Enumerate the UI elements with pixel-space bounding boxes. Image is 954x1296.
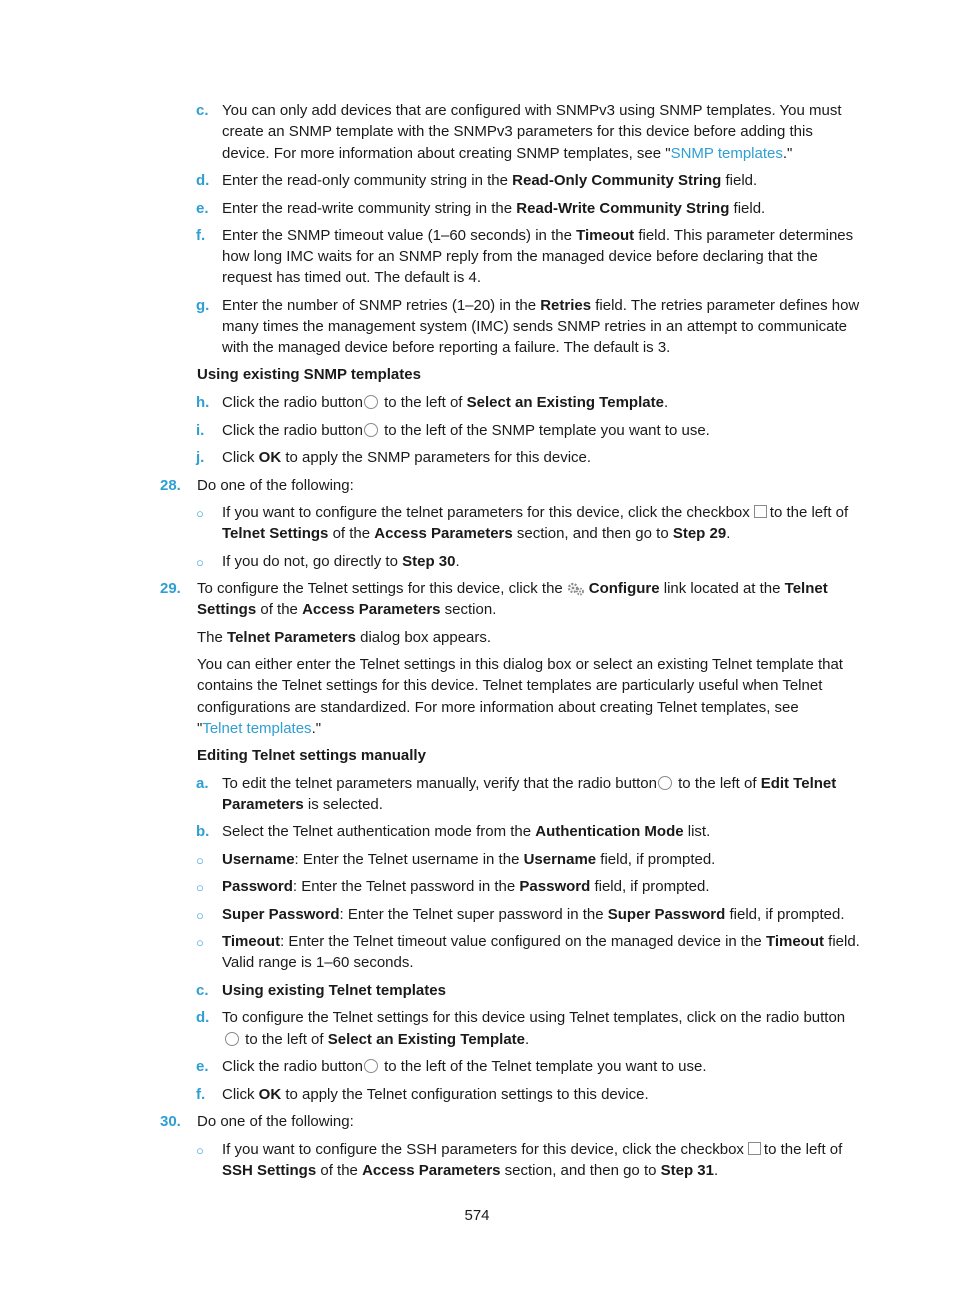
step-30-bullet-1-line-2: SSH Settings of the Access Parameters section, and then go to Step 31. <box>222 1162 719 1179</box>
step-28-text: Do one of the following: <box>197 477 354 494</box>
step-label-f: f. <box>196 227 206 244</box>
bullet-icon: ○ <box>196 853 204 868</box>
radio-button-icon <box>658 776 672 790</box>
checkbox-icon <box>748 1142 761 1155</box>
radio-button-icon <box>364 395 378 409</box>
step-28-bullet-2: If you do not, go directly to Step 30. <box>222 553 460 570</box>
configure-link[interactable]: Configure <box>588 580 660 597</box>
step-a-line-2: Parameters is selected. <box>222 796 383 813</box>
step-a-line-1: To edit the telnet parameters manually, verify that the radio button to the left of Edit Telnet <box>222 775 837 792</box>
step-label-g: g. <box>196 297 210 314</box>
step-label-h: h. <box>196 394 210 411</box>
step-e2-text: Click the radio button to the left of the Telnet template you want to use. <box>222 1058 707 1075</box>
step-number-30: 30. <box>160 1113 181 1130</box>
step-number-28: 28. <box>160 477 181 494</box>
username-bullet: Username: Enter the Telnet username in the Username field, if prompted. <box>222 851 716 868</box>
step-label-f2: f. <box>196 1086 206 1103</box>
step-29-paragraph-1: The Telnet Parameters dialog box appears. <box>197 629 492 646</box>
step-label-d: d. <box>196 172 210 189</box>
step-f-line-3: request has timed out. The default is 4. <box>222 269 482 286</box>
editing-telnet-heading: Editing Telnet settings manually <box>197 747 426 764</box>
step-c-line-1: You can only add devices that are configured with SNMPv3 using SNMP templates. You must <box>222 102 842 119</box>
page-number: 574 <box>464 1207 490 1224</box>
radio-button-icon <box>225 1032 239 1046</box>
password-bullet: Password: Enter the Telnet password in the Password field, if prompted. <box>222 878 710 895</box>
step-28-bullet-1-line-2: Telnet Settings of the Access Parameters section, and then go to Step 29. <box>222 525 731 542</box>
radio-button-icon <box>364 1059 378 1073</box>
step-d2-line-1: To configure the Telnet settings for this device using Telnet templates, click on the radio button <box>222 1009 846 1026</box>
step-number-29: 29. <box>160 580 181 597</box>
snmp-templates-heading: Using existing SNMP templates <box>197 366 421 383</box>
step-label-c2: c. <box>196 982 209 999</box>
step-28-bullet-1-line-1: If you want to configure the telnet parameters for this device, click the checkbox to the left of <box>222 504 849 521</box>
step-label-j: j. <box>196 449 205 466</box>
step-f2-text: Click OK to apply the Telnet configuration settings to this device. <box>222 1086 649 1103</box>
radio-button-icon <box>364 423 378 437</box>
step-label-e2: e. <box>196 1058 209 1075</box>
step-b-text: Select the Telnet authentication mode from the Authentication Mode list. <box>222 823 711 840</box>
step-f-line-2: how long IMC waits for an SNMP reply from the managed device before declaring that the <box>222 248 818 265</box>
step-label-c: c. <box>196 102 209 119</box>
step-i-text: Click the radio button to the left of the SNMP template you want to use. <box>222 422 710 439</box>
step-29-line-1: To configure the Telnet settings for this device, click the Configure link located at the Telnet <box>197 578 828 602</box>
step-j-text: Click OK to apply the SNMP parameters for this device. <box>222 449 592 466</box>
step-30-bullet-1-line-1: If you want to configure the SSH parameters for this device, click the checkbox to the left of <box>222 1141 843 1158</box>
step-29-paragraph-2-line-1: You can either enter the Telnet settings in this dialog box or select an existing Telnet template that <box>197 656 843 673</box>
step-label-e: e. <box>196 200 209 217</box>
step-label-d2: d. <box>196 1009 210 1026</box>
step-29-paragraph-2-line-2: contains the Telnet settings for this device. Telnet templates are particularly useful when Telnet <box>197 677 823 694</box>
telnet-templates-link[interactable]: Telnet templates <box>202 720 312 737</box>
timeout-bullet-line-2: Valid range is 1–60 seconds. <box>222 954 414 971</box>
step-f-line-1: Enter the SNMP timeout value (1–60 seconds) in the Timeout field. This parameter determines <box>222 227 854 244</box>
bullet-icon: ○ <box>196 506 204 521</box>
step-label-i: i. <box>196 422 205 439</box>
step-d-text: Enter the read-only community string in the Read-Only Community String field. <box>222 172 758 189</box>
step-label-a: a. <box>196 775 209 792</box>
step-h-text: Click the radio button to the left of Select an Existing Template. <box>222 394 669 411</box>
step-c-line-3: device. For more information about creating SNMP templates, see "SNMP templates." <box>222 145 793 162</box>
bullet-icon: ○ <box>196 880 204 895</box>
step-29-paragraph-2-line-3: configurations are standardized. For more information about creating Telnet templates, see <box>197 699 799 716</box>
bullet-icon: ○ <box>196 935 204 950</box>
using-telnet-templates-heading: Using existing Telnet templates <box>222 982 446 999</box>
bullet-icon: ○ <box>196 1143 204 1158</box>
snmp-templates-link[interactable]: SNMP templates <box>670 145 783 162</box>
step-e-text: Enter the read-write community string in the Read-Write Community String field. <box>222 200 766 217</box>
step-d2-line-2: to the left of Select an Existing Template. <box>222 1029 529 1050</box>
step-label-b: b. <box>196 823 210 840</box>
step-g-line-1: Enter the number of SNMP retries (1–20) in the Retries field. The retries parameter defines how <box>222 297 860 314</box>
bullet-icon: ○ <box>196 908 204 923</box>
step-30-text: Do one of the following: <box>197 1113 354 1130</box>
bullet-icon: ○ <box>196 555 204 570</box>
super-password-bullet: Super Password: Enter the Telnet super password in the Super Password field, if prompted. <box>222 906 845 923</box>
step-29-paragraph-2-line-4: "Telnet templates." <box>197 720 322 737</box>
gear-icon <box>567 581 585 602</box>
step-g-line-3: with the managed device before reporting a failure. The default is 3. <box>222 339 671 356</box>
step-c-line-2: create an SNMP template with the SNMPv3 parameters for this device before adding this <box>222 123 813 140</box>
step-g-line-2: many times the management system (IMC) sends SNMP retries in an attempt to communicate <box>222 318 847 335</box>
timeout-bullet-line-1: Timeout: Enter the Telnet timeout value configured on the managed device in the Timeout field. <box>222 933 860 950</box>
checkbox-icon <box>754 505 767 518</box>
step-29-line-2: Settings of the Access Parameters section. <box>197 601 497 618</box>
